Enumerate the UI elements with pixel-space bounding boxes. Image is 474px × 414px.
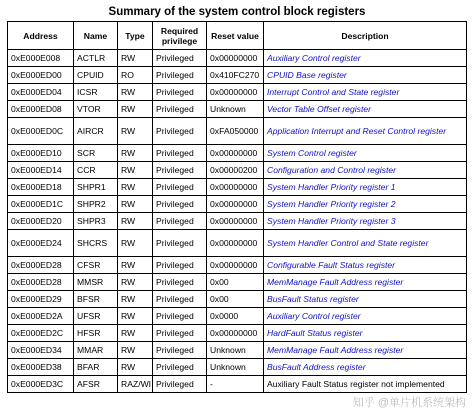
cell-address: 0xE000ED24 bbox=[8, 230, 74, 257]
cell-type: RW bbox=[118, 342, 153, 359]
cell-name: SCR bbox=[74, 145, 118, 162]
table-header-row bbox=[8, 22, 467, 50]
cell-type: RW bbox=[118, 162, 153, 179]
cell-address: 0xE000ED3C bbox=[8, 376, 74, 393]
cell-type: RW bbox=[118, 118, 153, 145]
table-row bbox=[8, 308, 467, 325]
cell-privilege: Privileged bbox=[153, 101, 207, 118]
cell-reset: 0x00 bbox=[207, 291, 264, 308]
cell-description[interactable]: System Control register bbox=[264, 145, 467, 162]
cell-privilege: Privileged bbox=[153, 118, 207, 145]
table-row bbox=[8, 162, 467, 179]
cell-address: 0xE000ED08 bbox=[8, 101, 74, 118]
cell-address: 0xE000ED38 bbox=[8, 359, 74, 376]
table-row bbox=[8, 145, 467, 162]
cell-description[interactable]: Configurable Fault Status register bbox=[264, 257, 467, 274]
cell-type: RO bbox=[118, 67, 153, 84]
cell-privilege: Privileged bbox=[153, 291, 207, 308]
cell-privilege: Privileged bbox=[153, 84, 207, 101]
cell-description[interactable]: Vector Table Offset register bbox=[264, 101, 467, 118]
cell-type: RW bbox=[118, 50, 153, 67]
cell-description[interactable]: CPUID Base register bbox=[264, 67, 467, 84]
cell-reset: 0x00000000 bbox=[207, 50, 264, 67]
table-row bbox=[8, 196, 467, 213]
table-row bbox=[8, 376, 467, 393]
table-row bbox=[8, 179, 467, 196]
cell-reset: Unknown bbox=[207, 101, 264, 118]
cell-reset: 0x00000200 bbox=[207, 162, 264, 179]
cell-name: UFSR bbox=[74, 308, 118, 325]
cell-address: 0xE000ED2A bbox=[8, 308, 74, 325]
cell-name: CFSR bbox=[74, 257, 118, 274]
header-description: Description bbox=[264, 22, 467, 50]
header-reset-value: Reset value bbox=[207, 22, 264, 50]
cell-description[interactable]: BusFault Status register bbox=[264, 291, 467, 308]
cell-privilege: Privileged bbox=[153, 196, 207, 213]
table-row bbox=[8, 291, 467, 308]
cell-privilege: Privileged bbox=[153, 230, 207, 257]
cell-address: 0xE000ED18 bbox=[8, 179, 74, 196]
cell-description[interactable]: MemManage Fault Address register bbox=[264, 274, 467, 291]
cell-type: RW bbox=[118, 274, 153, 291]
cell-privilege: Privileged bbox=[153, 308, 207, 325]
table-row bbox=[8, 359, 467, 376]
cell-address: 0xE000ED04 bbox=[8, 84, 74, 101]
cell-type: RAZ/WI bbox=[118, 376, 153, 393]
cell-name: AFSR bbox=[74, 376, 118, 393]
table-row bbox=[8, 118, 467, 145]
header-name: Name bbox=[74, 22, 118, 50]
cell-type: RW bbox=[118, 84, 153, 101]
cell-privilege: Privileged bbox=[153, 213, 207, 230]
watermark bbox=[353, 394, 466, 410]
cell-reset: 0x0000 bbox=[207, 308, 264, 325]
cell-name: SHCRS bbox=[74, 230, 118, 257]
cell-type: RW bbox=[118, 196, 153, 213]
register-table bbox=[7, 21, 467, 393]
table-title: Summary of the system control block registers bbox=[108, 6, 366, 18]
cell-name: CCR bbox=[74, 162, 118, 179]
cell-description[interactable]: Auxiliary Control register bbox=[264, 50, 467, 67]
cell-name: AIRCR bbox=[74, 118, 118, 145]
cell-description[interactable]: Interrupt Control and State register bbox=[264, 84, 467, 101]
cell-type: RW bbox=[118, 230, 153, 257]
cell-address: 0xE000ED29 bbox=[8, 291, 74, 308]
cell-reset: 0x00 bbox=[207, 274, 264, 291]
cell-reset: 0x00000000 bbox=[207, 213, 264, 230]
watermark-text: 知乎 @单片机系统架构 bbox=[352, 397, 466, 409]
table-row bbox=[8, 67, 467, 84]
cell-name: CPUID bbox=[74, 67, 118, 84]
cell-reset: 0x00000000 bbox=[207, 84, 264, 101]
cell-privilege: Privileged bbox=[153, 67, 207, 84]
table-row bbox=[8, 84, 467, 101]
cell-privilege: Privileged bbox=[153, 50, 207, 67]
header-address: Address bbox=[8, 22, 74, 50]
cell-name: MMAR bbox=[74, 342, 118, 359]
cell-description[interactable]: System Handler Priority register 1 bbox=[264, 179, 467, 196]
cell-description[interactable]: Auxiliary Control register bbox=[264, 308, 467, 325]
table-row bbox=[8, 230, 467, 257]
cell-privilege: Privileged bbox=[153, 162, 207, 179]
cell-address: 0xE000E008 bbox=[8, 50, 74, 67]
header-required-privilege: Required privilege bbox=[153, 22, 207, 50]
cell-address: 0xE000ED2C bbox=[8, 325, 74, 342]
header-type: Type bbox=[118, 22, 153, 50]
cell-type: RW bbox=[118, 101, 153, 118]
cell-address: 0xE000ED10 bbox=[8, 145, 74, 162]
table-row bbox=[8, 325, 467, 342]
cell-description[interactable]: HardFault Status register bbox=[264, 325, 467, 342]
cell-name: HFSR bbox=[74, 325, 118, 342]
cell-privilege: Privileged bbox=[153, 257, 207, 274]
cell-name: SHPR2 bbox=[74, 196, 118, 213]
cell-reset: Unknown bbox=[207, 342, 264, 359]
cell-description: Auxiliary Fault Status register not implemented bbox=[264, 376, 467, 393]
cell-type: RW bbox=[118, 308, 153, 325]
cell-reset: 0x410FC270 bbox=[207, 67, 264, 84]
table-row bbox=[8, 274, 467, 291]
cell-type: RW bbox=[118, 291, 153, 308]
cell-type: RW bbox=[118, 325, 153, 342]
table-row bbox=[8, 213, 467, 230]
table-row bbox=[8, 342, 467, 359]
cell-name: ACTLR bbox=[74, 50, 118, 67]
cell-address: 0xE000ED34 bbox=[8, 342, 74, 359]
cell-reset: 0x00000000 bbox=[207, 325, 264, 342]
cell-name: BFAR bbox=[74, 359, 118, 376]
cell-address: 0xE000ED28 bbox=[8, 274, 74, 291]
cell-name: SHPR3 bbox=[74, 213, 118, 230]
cell-address: 0xE000ED1C bbox=[8, 196, 74, 213]
cell-description[interactable]: Configuration and Control register bbox=[264, 162, 467, 179]
cell-reset: Unknown bbox=[207, 359, 264, 376]
cell-address: 0xE000ED00 bbox=[8, 67, 74, 84]
cell-description[interactable]: MemManage Fault Address register bbox=[264, 342, 467, 359]
cell-type: RW bbox=[118, 179, 153, 196]
cell-reset: - bbox=[207, 376, 264, 393]
cell-privilege: Privileged bbox=[153, 179, 207, 196]
cell-name: ICSR bbox=[74, 84, 118, 101]
cell-reset: 0x00000000 bbox=[207, 230, 264, 257]
cell-address: 0xE000ED28 bbox=[8, 257, 74, 274]
cell-privilege: Privileged bbox=[153, 325, 207, 342]
cell-reset: 0x00000000 bbox=[207, 179, 264, 196]
cell-reset: 0x00000000 bbox=[207, 196, 264, 213]
cell-reset: 0xFA050000 bbox=[207, 118, 264, 145]
cell-name: SHPR1 bbox=[74, 179, 118, 196]
table-row bbox=[8, 257, 467, 274]
cell-privilege: Privileged bbox=[153, 274, 207, 291]
cell-description[interactable]: System Handler Priority register 3 bbox=[264, 213, 467, 230]
cell-name: MMSR bbox=[74, 274, 118, 291]
cell-type: RW bbox=[118, 359, 153, 376]
cell-description[interactable]: System Handler Control and State register bbox=[264, 230, 467, 257]
cell-type: RW bbox=[118, 213, 153, 230]
cell-name: BFSR bbox=[74, 291, 118, 308]
table-row bbox=[8, 50, 467, 67]
cell-description[interactable]: System Handler Priority register 2 bbox=[264, 196, 467, 213]
cell-description[interactable]: BusFault Address register bbox=[264, 359, 467, 376]
cell-privilege: Privileged bbox=[153, 145, 207, 162]
cell-address: 0xE000ED0C bbox=[8, 118, 74, 145]
cell-privilege: Privileged bbox=[153, 359, 207, 376]
cell-address: 0xE000ED20 bbox=[8, 213, 74, 230]
cell-name: VTOR bbox=[74, 101, 118, 118]
table-row bbox=[8, 101, 467, 118]
cell-description[interactable]: Application Interrupt and Reset Control register bbox=[264, 118, 467, 145]
cell-reset: 0x00000000 bbox=[207, 145, 264, 162]
cell-privilege: Privileged bbox=[153, 342, 207, 359]
cell-type: RW bbox=[118, 145, 153, 162]
cell-address: 0xE000ED14 bbox=[8, 162, 74, 179]
cell-privilege: Privileged bbox=[153, 376, 207, 393]
cell-reset: 0x00000000 bbox=[207, 257, 264, 274]
cell-type: RW bbox=[118, 257, 153, 274]
